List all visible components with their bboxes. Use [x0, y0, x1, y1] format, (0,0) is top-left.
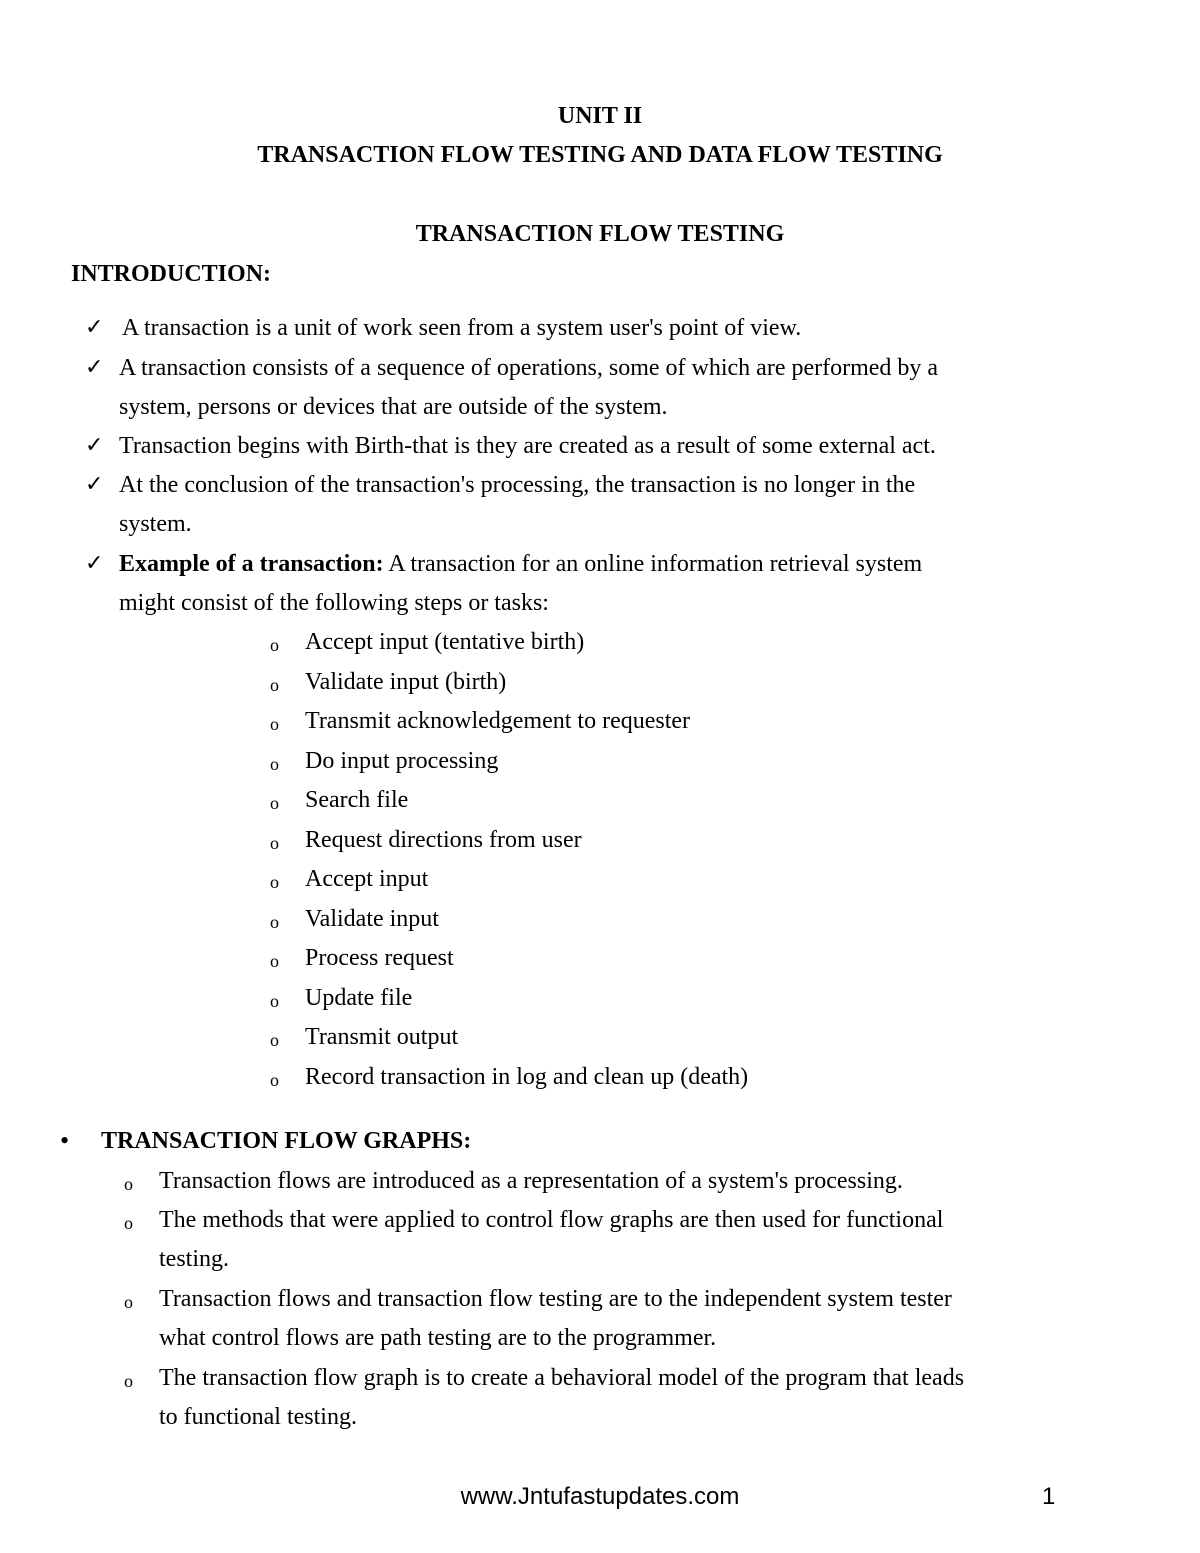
circle-bullet-icon: o [270, 793, 279, 813]
graphs-point-3-line-2: what control flows are path testing are to the programmer. [159, 1325, 717, 1351]
circle-bullet-icon: o [270, 714, 279, 734]
graphs-point-3-line-1: Transaction flows and transaction flow testing are to the independent system tester [159, 1286, 952, 1312]
step-item: Transmit output [305, 1024, 459, 1050]
step-item: Request directions from user [305, 827, 582, 853]
step-item: Validate input (birth) [305, 669, 507, 695]
step-item: Record transaction in log and clean up (death) [305, 1064, 749, 1090]
intro-point-2-line-1: A transaction consists of a sequence of operations, some of which are performed by a [119, 355, 939, 381]
section-title: TRANSACTION FLOW TESTING [415, 221, 785, 247]
intro-point-2-line-2: system, persons or devices that are outside of the system. [119, 394, 668, 420]
step-item: Transmit acknowledgement to requester [305, 708, 691, 734]
page-number: 1 [1042, 1483, 1056, 1510]
circle-bullet-icon: o [124, 1174, 133, 1194]
graphs-point-4-line-2: to functional testing. [159, 1404, 357, 1430]
step-item: Do input processing [305, 748, 499, 774]
graphs-point-4-line-1: The transaction flow graph is to create a behavioral model of the program that leads [159, 1365, 965, 1391]
circle-bullet-icon: o [270, 912, 279, 932]
footer-website-link[interactable]: www.Jntufastupdates.com [460, 1483, 740, 1510]
circle-bullet-icon: o [270, 1030, 279, 1050]
intro-point-5-line-2: might consist of the following steps or tasks: [119, 590, 549, 616]
check-icon: ✓ [85, 433, 104, 458]
check-icon: ✓ [85, 315, 104, 340]
circle-bullet-icon: o [270, 675, 279, 695]
check-icon: ✓ [85, 472, 104, 497]
example-label: Example of a transaction: [119, 551, 384, 577]
step-item: Accept input [305, 866, 429, 892]
circle-bullet-icon: o [270, 635, 279, 655]
intro-point-1: A transaction is a unit of work seen from a system user's point of view. [122, 315, 802, 341]
step-item: Validate input [305, 906, 439, 932]
step-item: Process request [305, 945, 454, 971]
introduction-heading: INTRODUCTION: [71, 261, 272, 287]
circle-bullet-icon: o [270, 991, 279, 1011]
check-icon: ✓ [85, 551, 104, 576]
circle-bullet-icon: o [124, 1213, 133, 1233]
circle-bullet-icon: o [270, 872, 279, 892]
intro-point-4-line-1: At the conclusion of the transaction's processing, the transaction is no longer in the [119, 472, 916, 498]
intro-point-5-line-1 [119, 550, 922, 578]
intro-point-3: Transaction begins with Birth-that is they are created as a result of some external act. [119, 433, 936, 459]
circle-bullet-icon: o [124, 1371, 133, 1391]
step-item: Search file [305, 787, 409, 813]
document-title: TRANSACTION FLOW TESTING AND DATA FLOW TESTING [257, 142, 943, 168]
circle-bullet-icon: o [270, 951, 279, 971]
step-item: Update file [305, 985, 413, 1011]
circle-bullet-icon: o [270, 1070, 279, 1090]
check-icon: ✓ [85, 355, 104, 380]
intro-point-4-line-2: system. [119, 511, 192, 537]
graphs-point-2-line-2: testing. [159, 1246, 229, 1272]
graphs-point-1: Transaction flows are introduced as a representation of a system's processing. [159, 1168, 903, 1194]
graphs-point-2-line-1: The methods that were applied to control flow graphs are then used for functional [159, 1207, 944, 1233]
graphs-heading: TRANSACTION FLOW GRAPHS: [101, 1128, 472, 1154]
example-text: A transaction for an online information retrieval system [383, 551, 923, 577]
bullet-icon: • [60, 1126, 70, 1155]
circle-bullet-icon: o [270, 833, 279, 853]
circle-bullet-icon: o [270, 754, 279, 774]
circle-bullet-icon: o [124, 1292, 133, 1312]
unit-heading: UNIT II [557, 103, 643, 129]
step-item: Accept input (tentative birth) [305, 629, 585, 655]
